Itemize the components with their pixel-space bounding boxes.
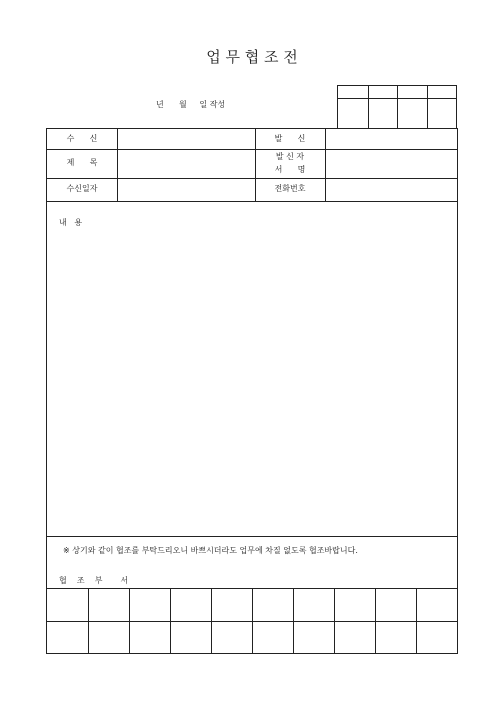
subject-field[interactable] [118,150,255,178]
content-area[interactable] [47,229,457,535]
received-date-label: 수신일자 [66,184,98,193]
sender-signature-field[interactable] [326,150,457,178]
date-line: 년 월 일 작성 [156,100,226,109]
memo-form [46,128,458,654]
phone-field[interactable] [326,179,457,201]
recipient-label: 수 신 [66,134,98,143]
sender-field[interactable] [326,129,457,149]
approval-cell-4[interactable] [427,86,458,130]
notice-text: ※ 상기와 같이 협조를 부탁드리오니 바쁘시더라도 업무에 차질 없도록 협조바랍니다. [63,546,358,555]
received-date-field[interactable] [118,179,255,201]
sender-label: 발 신 [274,134,306,143]
phone-label: 전화번호 [274,184,306,193]
recipient-field[interactable] [118,129,255,149]
subject-label: 제 목 [66,158,98,167]
sender-signature-label-line2: 서 명 [274,165,306,174]
approval-cell-1[interactable] [338,86,368,130]
department-grid [46,588,458,654]
sender-signature-label-line1: 발 신 자 [275,152,305,161]
document-title: 업 무 협 조 전 [206,48,298,66]
content-label: 내 용 [59,218,83,227]
approval-cell-3[interactable] [397,86,427,130]
approval-cell-2[interactable] [368,86,397,130]
department-label: 협 조 부 서 [59,576,129,585]
approval-box [337,85,457,129]
